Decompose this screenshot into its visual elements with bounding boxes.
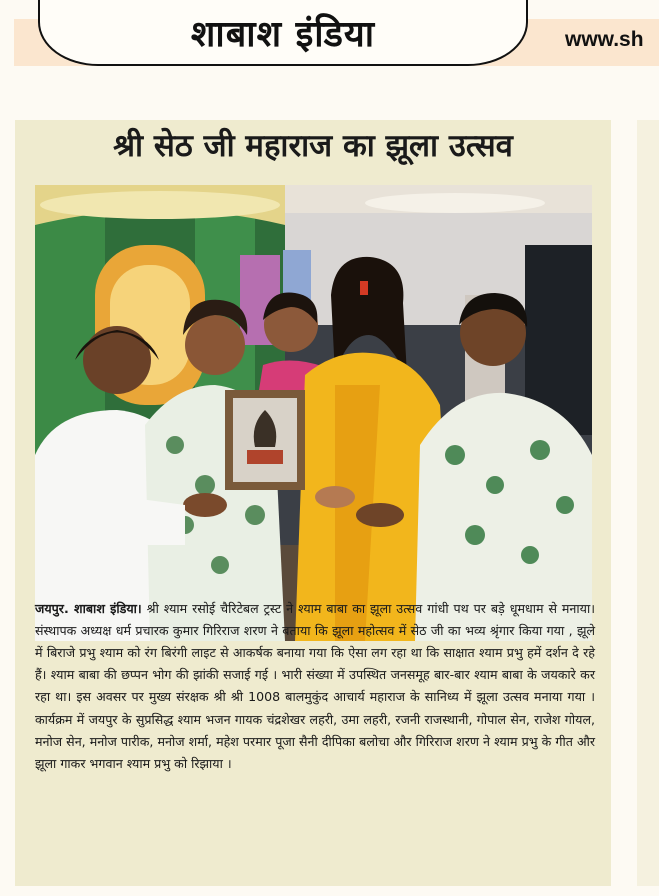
site-url[interactable]: www.sh [565, 28, 644, 51]
article-body [35, 598, 595, 776]
masthead-tab [38, 0, 528, 66]
article-dateline: जयपुर. शाबाश इंडिया। [35, 600, 142, 616]
newspaper-title: शाबाश इंडिया [190, 13, 376, 55]
photo-illustration [35, 185, 592, 641]
adjacent-column-rule [653, 678, 659, 886]
adjacent-column [637, 120, 659, 886]
masthead-band [0, 0, 659, 88]
article-photo [35, 185, 592, 641]
article-headline: श्री सेठ जी महाराज का झूला उत्सव [113, 128, 513, 164]
article-box [15, 120, 611, 886]
article-body-text: श्री श्याम रसोई चैरिटेबल ट्रस्ट ने श्याम बाबा का झूला उत्सव गांधी पथ पर बड़े धूमधाम से मनाया। संस्थापक अध्यक्ष धर्म प्रचारक कुमार गिरिराज शरण ने बताया कि झूला महोत्सव में सेठ जी का भव्य श्रृंगार किया गया , झूले में बिराजे प्रभु श्याम को रंग बिरंगी लाइट से आकर्षक बनाया गया कि ऐसा लग रहा था कि साक्षात श्याम प्रभु हमें दर्शन दे रहे हैं। श्याम बाबा की छप्पन भोग की झांकी सजाई गई । भारी संख्या में उपस्थित जनसमूह बार-बार श्याम बाबा के जयकारे कर रहा था। इस अवसर पर मुख्य संरक्षक श्री श्री 1008 बालमुकुंद आचार्य महाराज के सानिध्य में झूला उत्सव मनाया गया । कार्यक्रम में जयपुर के सुप्रसिद्ध श्याम भजन गायक चंद्रशेखर लहरी, उमा लहरी, रजनी राजस्थानी, गोपाल सेन, राजेश गोयल, मनोज सेन, मनोज पारीक, मनोज शर्मा, महेश परमार पूजा सैनी दीपिका बलोचा और गिरिराज शरण ने श्याम प्रभु के गीत और झूला गाकर भगवान श्याम प्रभु को रिझाया । [35, 600, 596, 772]
